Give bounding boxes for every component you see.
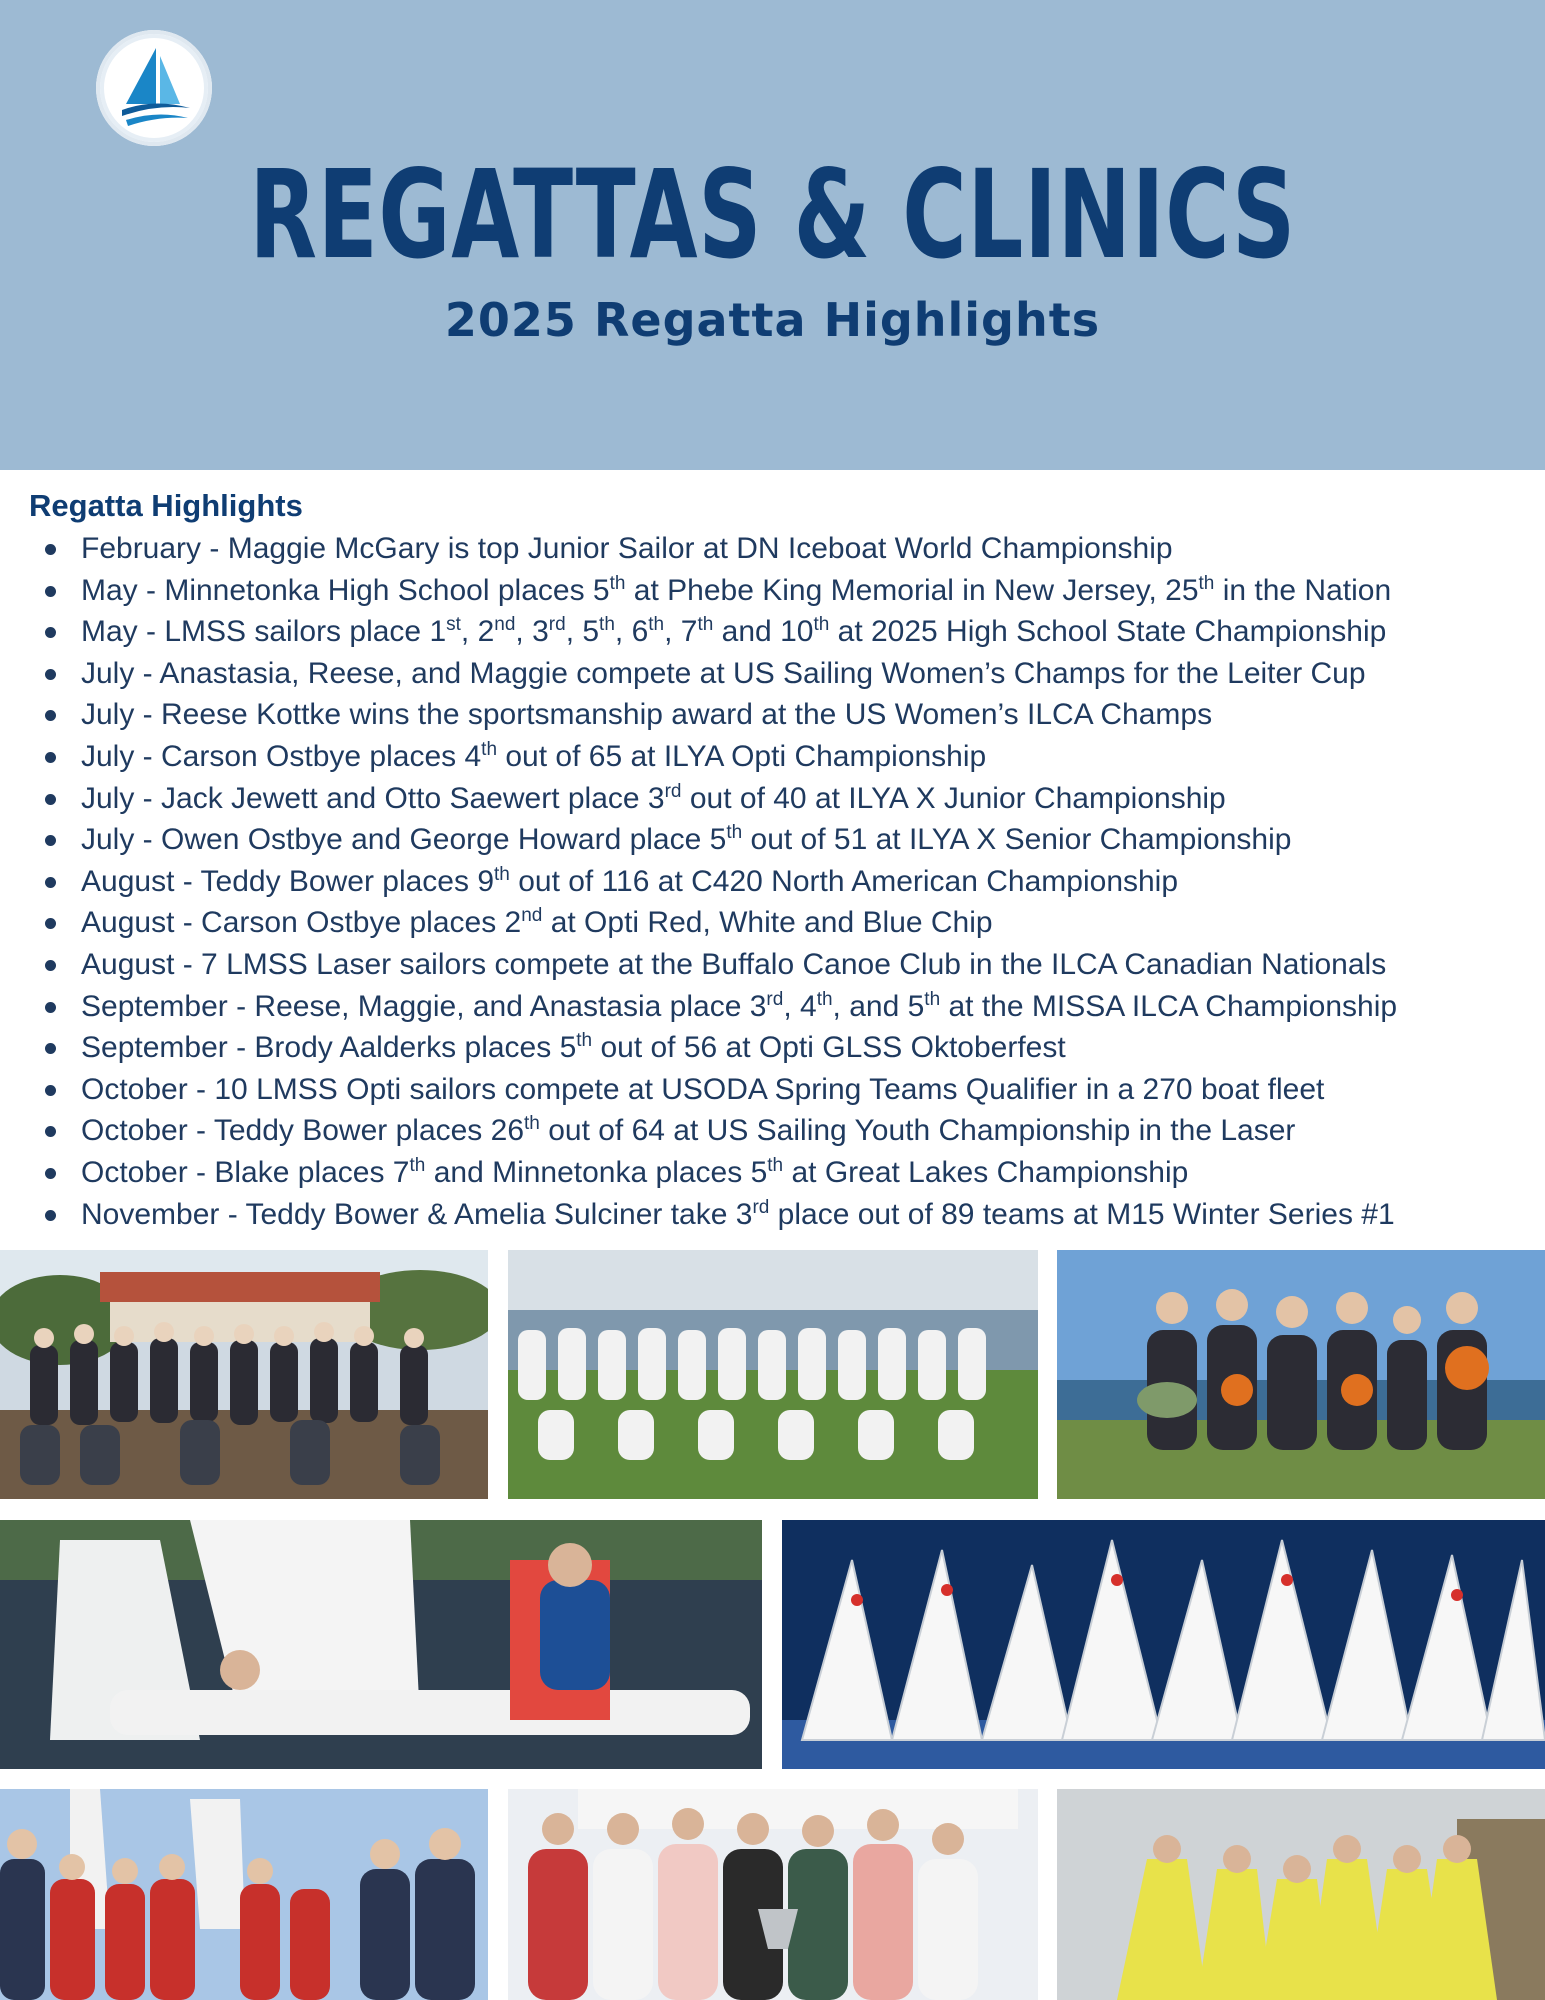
highlight-text: September - Reese, Maggie, and Anastasia place 3 (81, 989, 767, 1023)
highlight-text: out of 64 at US Sailing Youth Championship in the Laser (539, 1114, 1296, 1148)
page-subtitle: 2025 Regatta Highlights (444, 293, 1101, 347)
photo-womens-champs-awards (508, 1789, 1038, 2000)
highlight-text: September - Brody Aalderks places 5 (81, 1031, 577, 1065)
highlight-item (29, 944, 1529, 986)
highlights-list (29, 528, 1529, 1235)
highlight-item (29, 778, 1529, 820)
highlight-text: in the Nation (1214, 573, 1392, 607)
highlight-text: and 10 (713, 615, 814, 649)
highlight-item (29, 570, 1529, 612)
highlight-item (29, 1194, 1529, 1236)
highlight-text: at the MISSA ILCA Championship (940, 989, 1398, 1023)
ordinal-suffix: th (648, 614, 665, 636)
highlight-text: October - 10 LMSS Opti sailors compete at USODA Spring Teams Qualifier in a 270 boat fleet (81, 1072, 1325, 1106)
photo-rain-ponchos (1057, 1789, 1545, 2000)
ordinal-suffix: th (524, 1113, 540, 1135)
highlight-text: , 3 (515, 615, 549, 649)
photo-laser-sailing (0, 1520, 762, 1769)
ordinal-suffix: th (697, 614, 714, 636)
ordinal-suffix: th (494, 863, 510, 885)
highlight-text: July - Anastasia, Reese, and Maggie compete at US Sailing Women’s Champs for the Leiter Cup (81, 656, 1366, 690)
page-title: REGATTAS & CLINICS (249, 144, 1296, 286)
highlight-text: out of 56 at Opti GLSS Oktoberfest (592, 1031, 1066, 1065)
ordinal-suffix: th (767, 1154, 784, 1176)
highlight-text: October - Blake places 7 (81, 1155, 410, 1189)
ordinal-suffix: th (409, 1154, 426, 1176)
highlight-item (29, 1152, 1529, 1194)
ordinal-suffix: rd (548, 614, 566, 636)
photo-opti-sailors-dock (0, 1789, 488, 2000)
highlight-text: July - Carson Ostbye places 4 (81, 739, 482, 773)
ordinal-suffix: rd (766, 988, 784, 1010)
highlight-item (29, 986, 1529, 1028)
highlight-text: at 2025 High School State Championship (829, 615, 1387, 649)
ordinal-suffix: th (1198, 572, 1215, 594)
highlight-text: May - LMSS sailors place 1 (81, 615, 447, 649)
highlight-item (29, 819, 1529, 861)
ordinal-suffix: nd (521, 905, 543, 927)
highlight-item (29, 902, 1529, 944)
highlight-item (29, 1110, 1529, 1152)
highlight-text: July - Jack Jewett and Otto Saewert place 3 (81, 781, 665, 815)
ordinal-suffix: st (446, 614, 461, 636)
ordinal-suffix: th (576, 1030, 593, 1052)
highlight-text: out of 51 at ILYA X Senior Championship (742, 823, 1292, 857)
ordinal-suffix: th (481, 738, 498, 760)
highlight-item (29, 611, 1529, 653)
highlight-text: at Phebe King Memorial in New Jersey, 25 (625, 573, 1199, 607)
highlight-text: , 6 (614, 615, 649, 649)
sailboat-logo-icon (96, 30, 212, 146)
photo-team-pavilion (0, 1250, 488, 1499)
highlight-text: at Opti Red, White and Blue Chip (542, 906, 993, 940)
highlight-text: , 7 (664, 615, 698, 649)
highlight-item (29, 1027, 1529, 1069)
highlight-text: February - Maggie McGary is top Junior Sailor at DN Iceboat World Championship (81, 532, 1173, 565)
highlight-text: , 4 (783, 989, 817, 1023)
highlight-text: , and 5 (832, 989, 925, 1023)
highlight-text: at Great Lakes Championship (783, 1155, 1189, 1189)
highlight-item (29, 861, 1529, 903)
highlight-item (29, 736, 1529, 778)
highlight-text: August - Carson Ostbye places 2 (81, 906, 522, 940)
photo-kids-pumpkins (1057, 1250, 1545, 1499)
ordinal-suffix: th (609, 572, 626, 594)
highlight-text: out of 40 at ILYA X Junior Championship (681, 781, 1226, 815)
section-heading: Regatta Highlights (29, 488, 303, 523)
ordinal-suffix: th (726, 822, 743, 844)
highlight-text: and Minnetonka places 5 (425, 1155, 768, 1189)
highlight-text: August - 7 LMSS Laser sailors compete at the Buffalo Canoe Club in the ILCA Canadian Nationals (81, 947, 1387, 981)
ordinal-suffix: th (599, 614, 615, 636)
highlight-text: , 5 (565, 615, 600, 649)
highlight-text: place out of 89 teams at M15 Winter Series #1 (769, 1197, 1395, 1231)
highlight-item (29, 528, 1529, 570)
ordinal-suffix: th (816, 988, 833, 1010)
highlight-text: July - Reese Kottke wins the sportsmanship award at the US Women’s ILCA Champs (81, 698, 1213, 732)
ordinal-suffix: th (813, 614, 830, 636)
highlight-text: October - Teddy Bower places 26 (81, 1114, 525, 1148)
highlight-item (29, 653, 1529, 695)
highlight-text: out of 116 at C420 North American Championship (509, 864, 1179, 898)
highlight-text: August - Teddy Bower places 9 (81, 864, 495, 898)
highlight-text: November - Teddy Bower & Amelia Sulciner take 3 (81, 1197, 753, 1231)
ordinal-suffix: nd (494, 614, 516, 636)
highlight-text: May - Minnetonka High School places 5 (81, 573, 610, 607)
photo-team-lakeside (508, 1250, 1038, 1499)
photo-opti-fleet (782, 1520, 1545, 1769)
highlight-text: , 2 (460, 615, 495, 649)
highlight-text: out of 65 at ILYA Opti Championship (497, 739, 987, 773)
ordinal-suffix: rd (752, 1196, 770, 1218)
highlight-text: July - Owen Ostbye and George Howard place 5 (81, 823, 727, 857)
ordinal-suffix: th (924, 988, 941, 1010)
ordinal-suffix: rd (664, 780, 682, 802)
header-banner (0, 0, 1545, 470)
highlight-item (29, 1069, 1529, 1111)
highlight-item (29, 694, 1529, 736)
